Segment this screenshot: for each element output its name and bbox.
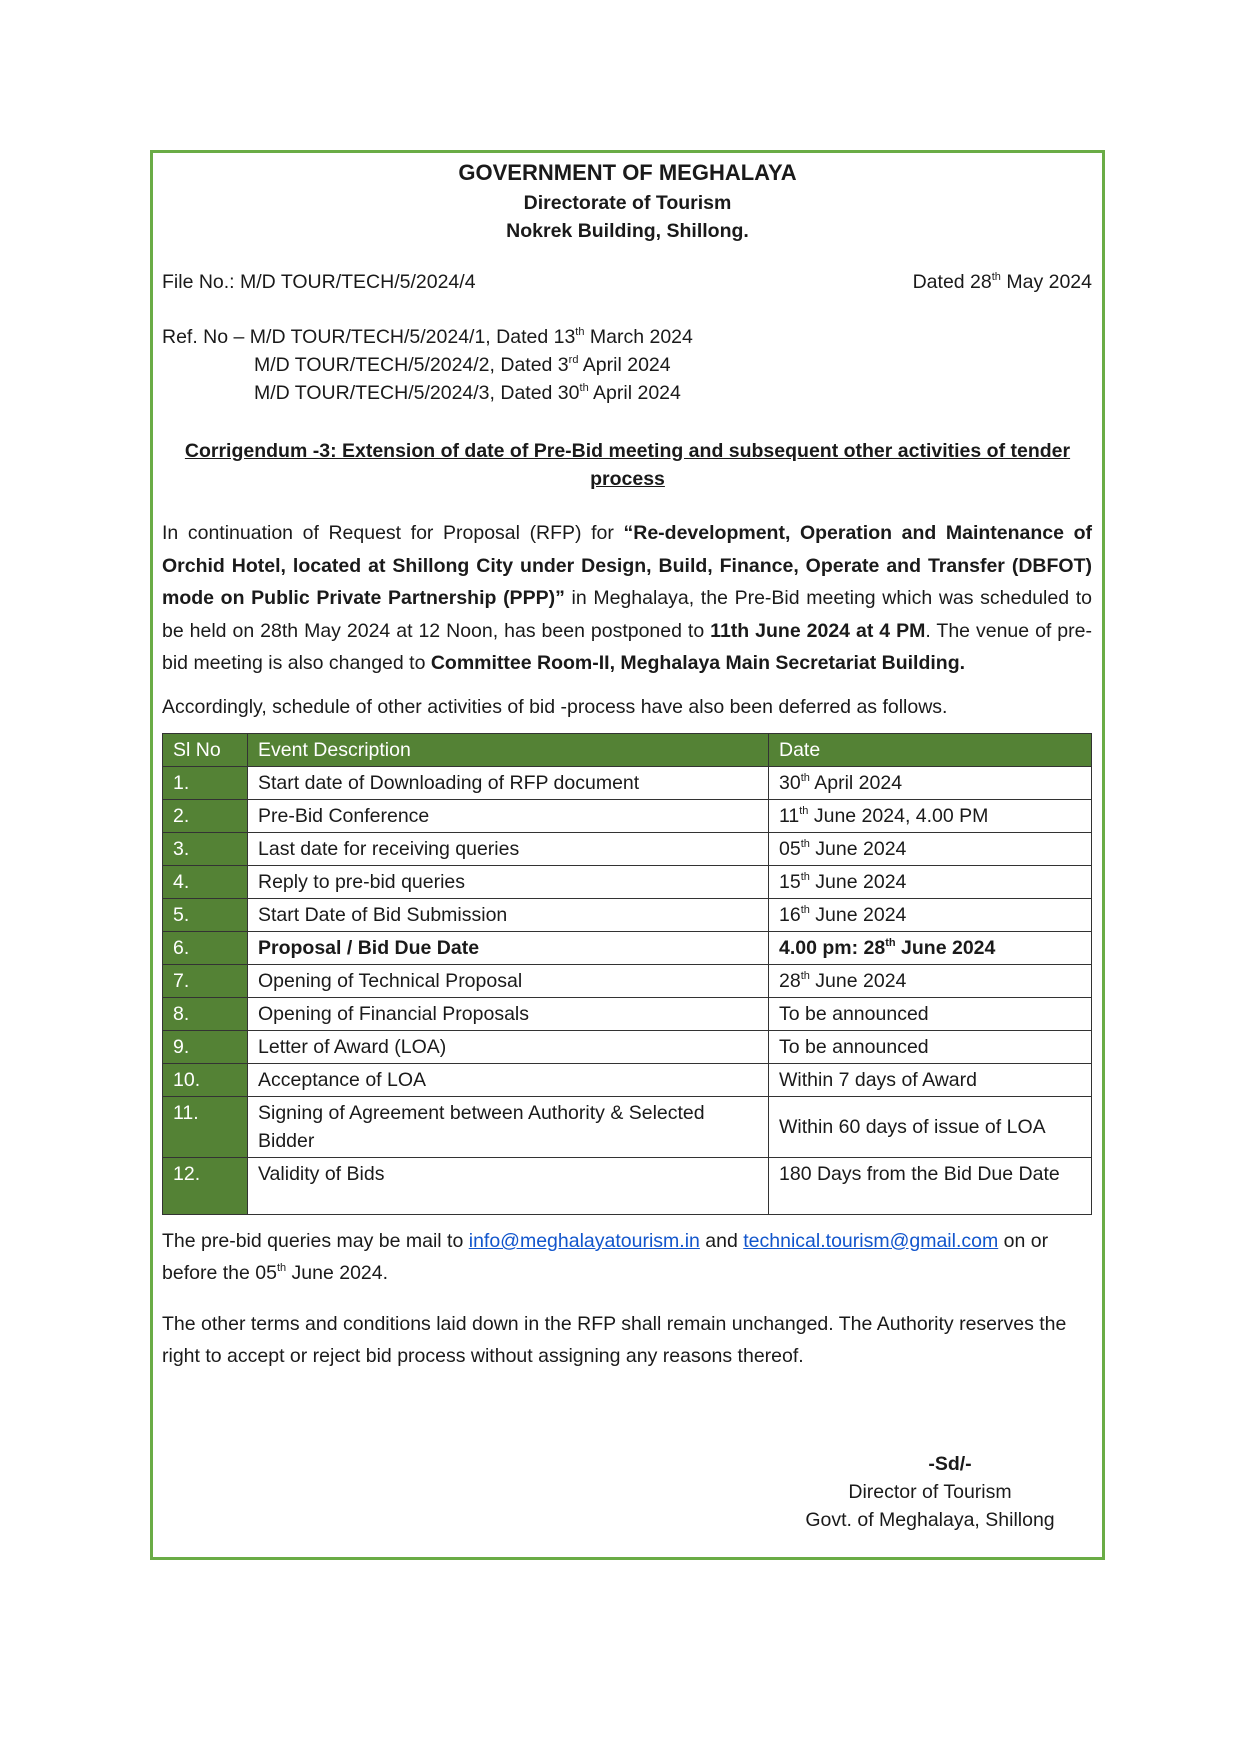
signed-mark: -Sd/- — [928, 1453, 972, 1475]
table-row: 11. Signing of Agreement between Authority & Selected Bidder Within 60 days of issue of LOA — [163, 1097, 1092, 1158]
corrigendum-subject: Corrigendum -3: Extension of date of Pre-Bid meeting and subsequent other activities of tender process — [184, 440, 1071, 490]
schedule-intro: Accordingly, schedule of other activities of bid -process have also been deferred as follows. — [162, 696, 948, 718]
table-row: 5. Start Date of Bid Submission 16th June 2024 — [163, 899, 1092, 932]
email-link-technical[interactable]: technical.tourism@gmail.com — [743, 1230, 999, 1252]
schedule-table — [162, 733, 1092, 1215]
intro-paragraph: In continuation of Request for Proposal (RFP) for “Re-development, Operation and Maintenance of Orchid Hotel, located at Shillong City under Design, Build, Finance, Operate and Transfer (DBFOT) mode on Public Private Partnership (PPP)” in Meghalaya, the Pre-Bid meeting which was scheduled to be held on 28th May 2024 at 12 Noon, has been postponed to 11th June 2024 at 4 PM. The venue of pre-bid meeting is also changed to Committee Room-II, Meghalaya Main Secretariat Building. — [162, 522, 1092, 674]
col-event-description: Event Description — [248, 734, 769, 767]
letterhead — [160, 157, 1095, 245]
file-line — [162, 268, 1092, 296]
table-row: 8. Opening of Financial Proposals To be announced — [163, 998, 1092, 1031]
table-row: 1. Start date of Downloading of RFP document 30th April 2024 — [163, 767, 1092, 800]
dated: Dated 28th May 2024 — [912, 271, 1092, 293]
document-body — [160, 155, 1095, 1531]
government-title: GOVERNMENT OF MEGHALAYA — [458, 160, 797, 185]
table-row: 4. Reply to pre-bid queries 15th June 2024 — [163, 866, 1092, 899]
table-row: 9. Letter of Award (LOA) To be announced — [163, 1031, 1092, 1064]
signatory-org: Govt. of Meghalaya, Shillong — [805, 1509, 1055, 1531]
table-row: 12. Validity of Bids 180 Days from the Bid Due Date — [163, 1158, 1092, 1215]
table-row: 10. Acceptance of LOA Within 7 days of Award — [163, 1064, 1092, 1097]
reference-numbers — [162, 323, 693, 407]
table-row-bid-due-date: 6. Proposal / Bid Due Date 4.00 pm: 28th June 2024 — [163, 932, 1092, 965]
signatory-title: Director of Tourism — [848, 1481, 1012, 1503]
reference-2: M/D TOUR/TECH/5/2024/2, Dated 3rd April 2024 — [254, 354, 671, 376]
reference-1: Ref. No – M/D TOUR/TECH/5/2024/1, Dated 13th March 2024 — [162, 326, 693, 348]
office-address: Nokrek Building, Shillong. — [506, 220, 749, 242]
directorate-name: Directorate of Tourism — [523, 192, 732, 214]
signature-block — [780, 1450, 1080, 1534]
queries-note: The pre-bid queries may be mail to info@meghalayatourism.in and technical.tourism@gmail.com on or before the 05th June 2024. — [162, 1230, 1049, 1284]
reference-3: M/D TOUR/TECH/5/2024/3, Dated 30th April 2024 — [254, 382, 681, 404]
col-sl-no: Sl No — [163, 734, 248, 767]
table-row: 2. Pre-Bid Conference 11th June 2024, 4.00 PM — [163, 800, 1092, 833]
table-row: 3. Last date for receiving queries 05th June 2024 — [163, 833, 1092, 866]
table-row: 7. Opening of Technical Proposal 28th June 2024 — [163, 965, 1092, 998]
file-number: File No.: M/D TOUR/TECH/5/2024/4 — [162, 271, 476, 293]
terms-note: The other terms and conditions laid down in the RFP shall remain unchanged. The Authority reserves the right to accept or reject bid process without assigning any reasons thereof. — [162, 1313, 1067, 1367]
email-link-info[interactable]: info@meghalayatourism.in — [468, 1230, 700, 1252]
table-header-row — [163, 734, 1092, 767]
col-date: Date — [769, 734, 1092, 767]
